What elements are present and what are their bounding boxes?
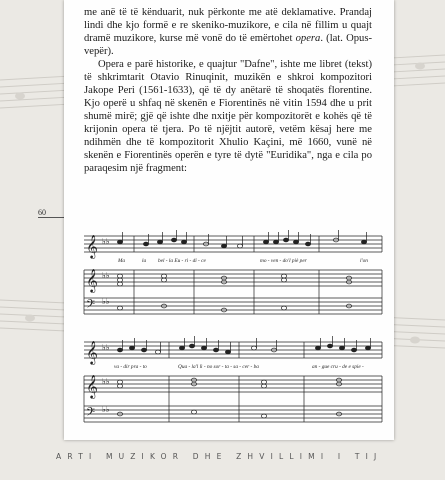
treble-clef: 𝄞	[86, 340, 98, 364]
page-number-rule	[38, 217, 64, 218]
treble-clef: 𝄞	[86, 268, 98, 292]
treble-clef: 𝄞	[86, 374, 98, 398]
lyric-1-4: mo - ven - do'l piè per	[260, 258, 307, 264]
lyric-1-1: Ma	[118, 258, 126, 264]
page-text	[84, 6, 372, 175]
treble-clef: 𝄞	[86, 234, 98, 258]
staff-voice-2	[84, 342, 382, 358]
paragraph-1-after: . (lat. Opus-vepër).	[84, 33, 373, 57]
paragraph-1-emph: opera	[295, 33, 321, 44]
staff-bass-1	[84, 298, 382, 314]
lyric-2-3: an - gue cru - de e spie -	[312, 364, 364, 370]
paragraph-2: Opera e parë historike, e quajtur "Dafne", ishte me libret (tekst) të shkrimtarit Otavio Rinuqinit, muzikën e shkroi kompozitori Jakope Peri (1561-1633), që të dy anëtarë të shoqatës florentine. Kjo operë u shfaq në skenën e Fiorentinës në vitin 1594 dhe u prit shumë mirë; gjë që ishte dhe nxitje për kompozitorët e kohës që të krijonin opera të tjera. Po të njëjtit autorë, vetëm kësaj here me ndihmën dhe të kompozitorit Xhulio Kaçini, më 1660, vunë në skenën e Fiorentinës operën e tyre të dytë "Euridika", nga e cila po paraqesim një fragment:	[84, 59, 372, 174]
svg-text:♭♭: ♭♭	[102, 377, 110, 386]
bass-clef: 𝄢	[86, 406, 96, 422]
lyric-1-3: bel - la Eu - ri - di - ce	[158, 258, 206, 264]
staff-bass-2	[84, 406, 382, 422]
svg-text:♭♭: ♭♭	[102, 237, 110, 246]
music-score-fragment	[74, 212, 386, 436]
lyric-1-5: l'on	[360, 258, 368, 264]
lyric-2-1: va - dir pra - to	[114, 364, 147, 370]
svg-text:♭♭: ♭♭	[102, 343, 110, 352]
book-page	[64, 0, 394, 440]
paragraph-1-before: me anë të të kënduarit, nuk përkonte me atë deklamative. Prandaj lindi dhe kjo formë e re skeniko-muzikore, e cila në fillim u quajt dramë muzikore, kurse më vonë do të emërtohet	[84, 7, 372, 44]
lyric-1-2: la	[142, 258, 147, 264]
page-number: 60	[38, 208, 46, 217]
svg-text:♭♭: ♭♭	[102, 297, 110, 306]
bass-clef: 𝄢	[86, 298, 96, 314]
lyric-2-2: Qua - la'l lì - no sor - ta - sa - cer - ba	[178, 364, 259, 370]
running-footer: ARTI MUZIKOR DHE ZHVILLIMI I TIJ	[56, 452, 383, 461]
svg-text:♭♭: ♭♭	[102, 271, 110, 280]
svg-text:♭♭: ♭♭	[102, 405, 110, 414]
staff-treble-1	[84, 270, 382, 286]
paragraph-1	[84, 6, 372, 58]
